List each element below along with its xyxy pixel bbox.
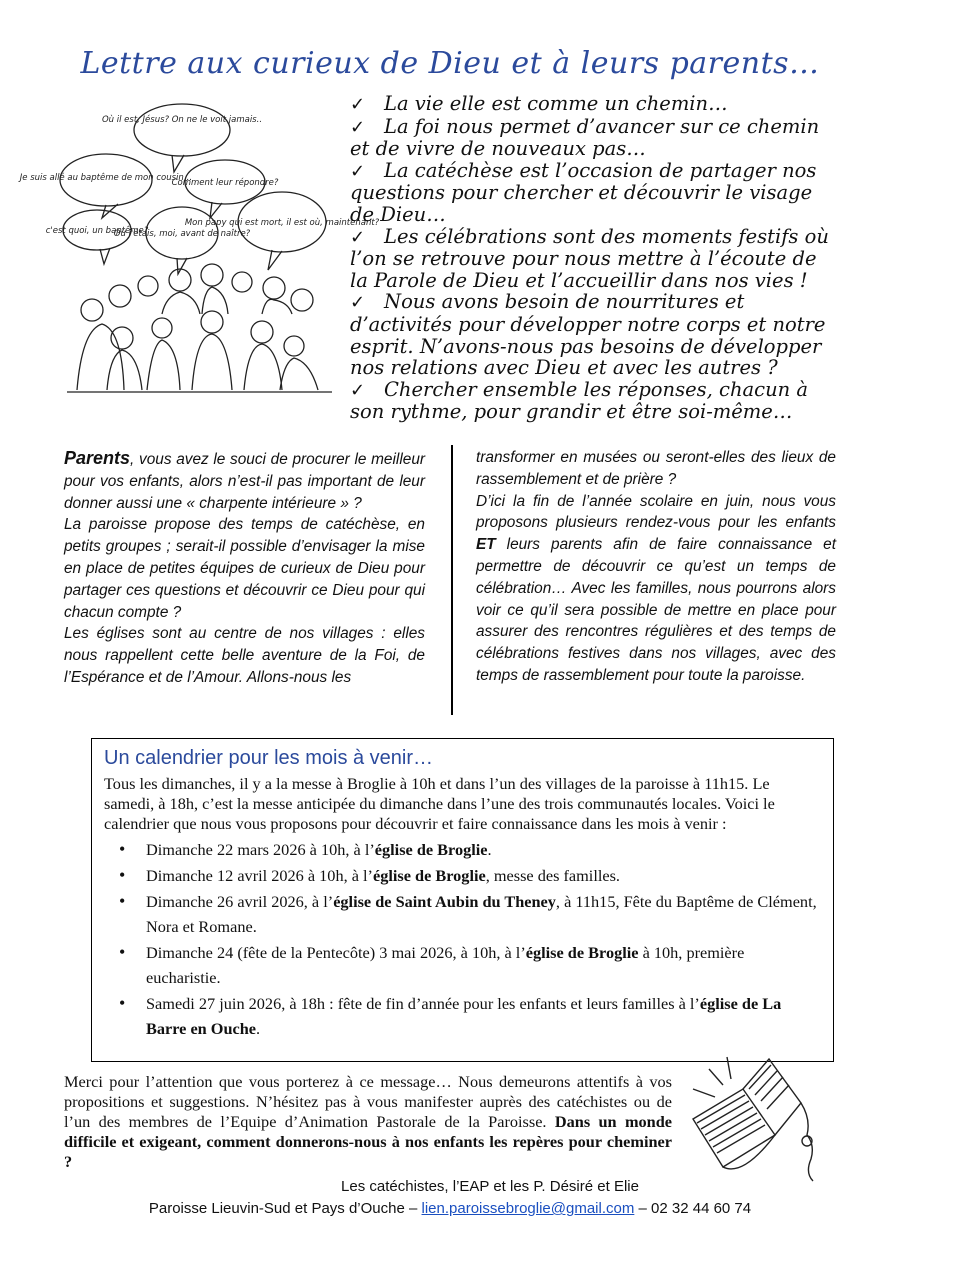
check-icon: ✓	[350, 160, 366, 182]
catechesis-paragraph: La paroisse propose des temps de catéchèse, en petits groupes ; serait-il possible d’envisager la mise en place de petites équipes de curieux de Dieu pour partager ces questions et découvrir ce Dieu pour qui chacun compte ?	[64, 516, 425, 621]
calendar-intro: Tous les dimanches, il y a la messe à Broglie à 10h et dans l’un des villages de la paroisse à 11h15. Le samedi, à 18h, c’est la messe anticipée du dimanche dans l’une des trois communautés locales. Voici le calendrier que nous vous proposons pour découvrir et faire connaissance dans les mois à venir :	[104, 774, 775, 833]
parents-column	[64, 448, 425, 689]
checklist-item: ✓ La foi nous permet d’avancer sur ce chemin et de vivre de nouveaux pas…	[350, 114, 820, 161]
thanks-paragraph: Merci pour l’attention que vous porterez à ce message… Nous demeurons attentifs à vos propositions et suggestions. N’hésitez pas à vous manifester auprès des catéchistes ou de l’un des membres de l’Equipe d’Animation Pastorale de la Paroisse. Dans un monde difficile et exigeant, comment donnerons-nous à nos enfants les repères pour cheminer ?	[64, 1072, 672, 1171]
calendar-event: • Dimanche 22 mars 2026 à 10h, à l’église de Broglie.	[146, 837, 821, 862]
calendar-events	[104, 837, 821, 1041]
parents-lead: Parents	[64, 448, 131, 468]
checklist-item: ✓ Les célébrations sont des moments festifs où l’on se retrouve pour nous mettre à l’écoute de la Parole de Dieu et l’accueillir dans nos vies !	[350, 224, 829, 292]
churches-continued: transformer en musées ou seront-elles des lieux de rassemblement et de prière ?	[476, 449, 836, 488]
signature: Les catéchistes, l’EAP et les P. Désiré et Elie	[341, 1178, 639, 1195]
checklist-item: ✓ La catéchèse est l’occasion de partager nos questions pour chercher et découvrir le visage de Dieu…	[350, 158, 817, 226]
column-divider	[451, 445, 453, 715]
calendar-event: • Samedi 27 juin 2026, à 18h : fête de fin d’année pour les enfants et leurs familles à l’église de La Barre en Ouche.	[146, 991, 821, 1041]
letter-title: Lettre aux curieux de Dieu et à leurs parents…	[80, 46, 820, 81]
bubble-text: Je suis allé au baptême de mon cousin…	[19, 173, 193, 183]
calendar-event: • Dimanche 24 (fête de la Pentecôte) 3 mai 2026, à 10h, à l’église de Broglie à 10h, première eucharistie.	[146, 940, 821, 990]
parents-paragraph: Parents, vous avez le souci de procurer le meilleur pour vos enfants, alors n’est-il pas important de leur donner aussi une « charpente intérieure » ?	[64, 448, 425, 512]
email-link[interactable]: lien.paroissebroglie@gmail.com	[421, 1200, 635, 1217]
bubble-text: c'est quoi, un baptême?	[45, 226, 149, 236]
calendar-event: • Dimanche 12 avril 2026 à 10h, à l’église de Broglie, messe des familles.	[146, 863, 821, 888]
churches-paragraph: Les églises sont au centre de nos villages : elles nous rappellent cette belle aventure de la Foi, de l’Espérance et de l’Amour. Allons-nous les	[64, 625, 425, 686]
bubble-text: Où il est, Jésus? On ne le voit jamais..	[101, 115, 263, 125]
calendar-event: • Dimanche 26 avril 2026, à l’église de Saint Aubin du Theney, à 11h15, Fête du Baptême de Clément, Nora et Romane.	[146, 889, 821, 939]
calendar-box	[91, 738, 834, 1062]
check-icon: ✓	[350, 94, 366, 115]
checklist-item: ✓ Chercher ensemble les réponses, chacun à son rythme, pour grandir et être soi-même…	[350, 377, 809, 424]
check-icon: ✓	[350, 116, 366, 138]
checklist-item: ✓ Nous avons besoin de nourritures et d’activités pour développer notre corps et notre esprit. N’avons-nous pas besoins de développer nos relations avec Dieu et avec les autres ?	[350, 290, 826, 380]
check-icon: ✓	[350, 226, 366, 248]
book-drawing-illustration	[683, 1049, 839, 1189]
children-discussion-illustration	[19, 100, 380, 400]
footer-contact: Paroisse Lieuvin-Sud et Pays d’Ouche – lien.paroissebroglie@gmail.com – 02 32 44 60 74	[148, 1200, 752, 1217]
invitation-paragraph: D’ici la fin de l’année scolaire en juin, nous vous proposons plusieurs rendez-vous pour les enfants ET leurs parents afin de faire connaissance et permettre de découvrir ce qu’est un temps de célébration… Avec les familles, nous pourrons alors voir ce qu’il sera possible de mettre en place pour assurer des rencontres régulières et des temps de célébrations festives dans nos villages, avec des temps de rassemblement pour toute la paroisse.	[476, 492, 836, 684]
intro-checklist	[350, 93, 830, 423]
invitation-column	[476, 447, 836, 687]
calendar-title: Un calendrier pour les mois à venir…	[104, 747, 434, 769]
speech-bubble	[134, 104, 230, 156]
bubble-text: Comment leur répondre?	[171, 178, 279, 188]
check-icon: ✓	[350, 379, 366, 401]
bubble-text: Où j'étais, moi, avant de naître?	[113, 229, 251, 239]
bubble-text: Mon papy qui est mort, il est où, maintenant?	[184, 218, 380, 228]
check-icon: ✓	[350, 292, 366, 314]
checklist-item: ✓ La vie elle est comme un chemin…	[350, 92, 728, 115]
